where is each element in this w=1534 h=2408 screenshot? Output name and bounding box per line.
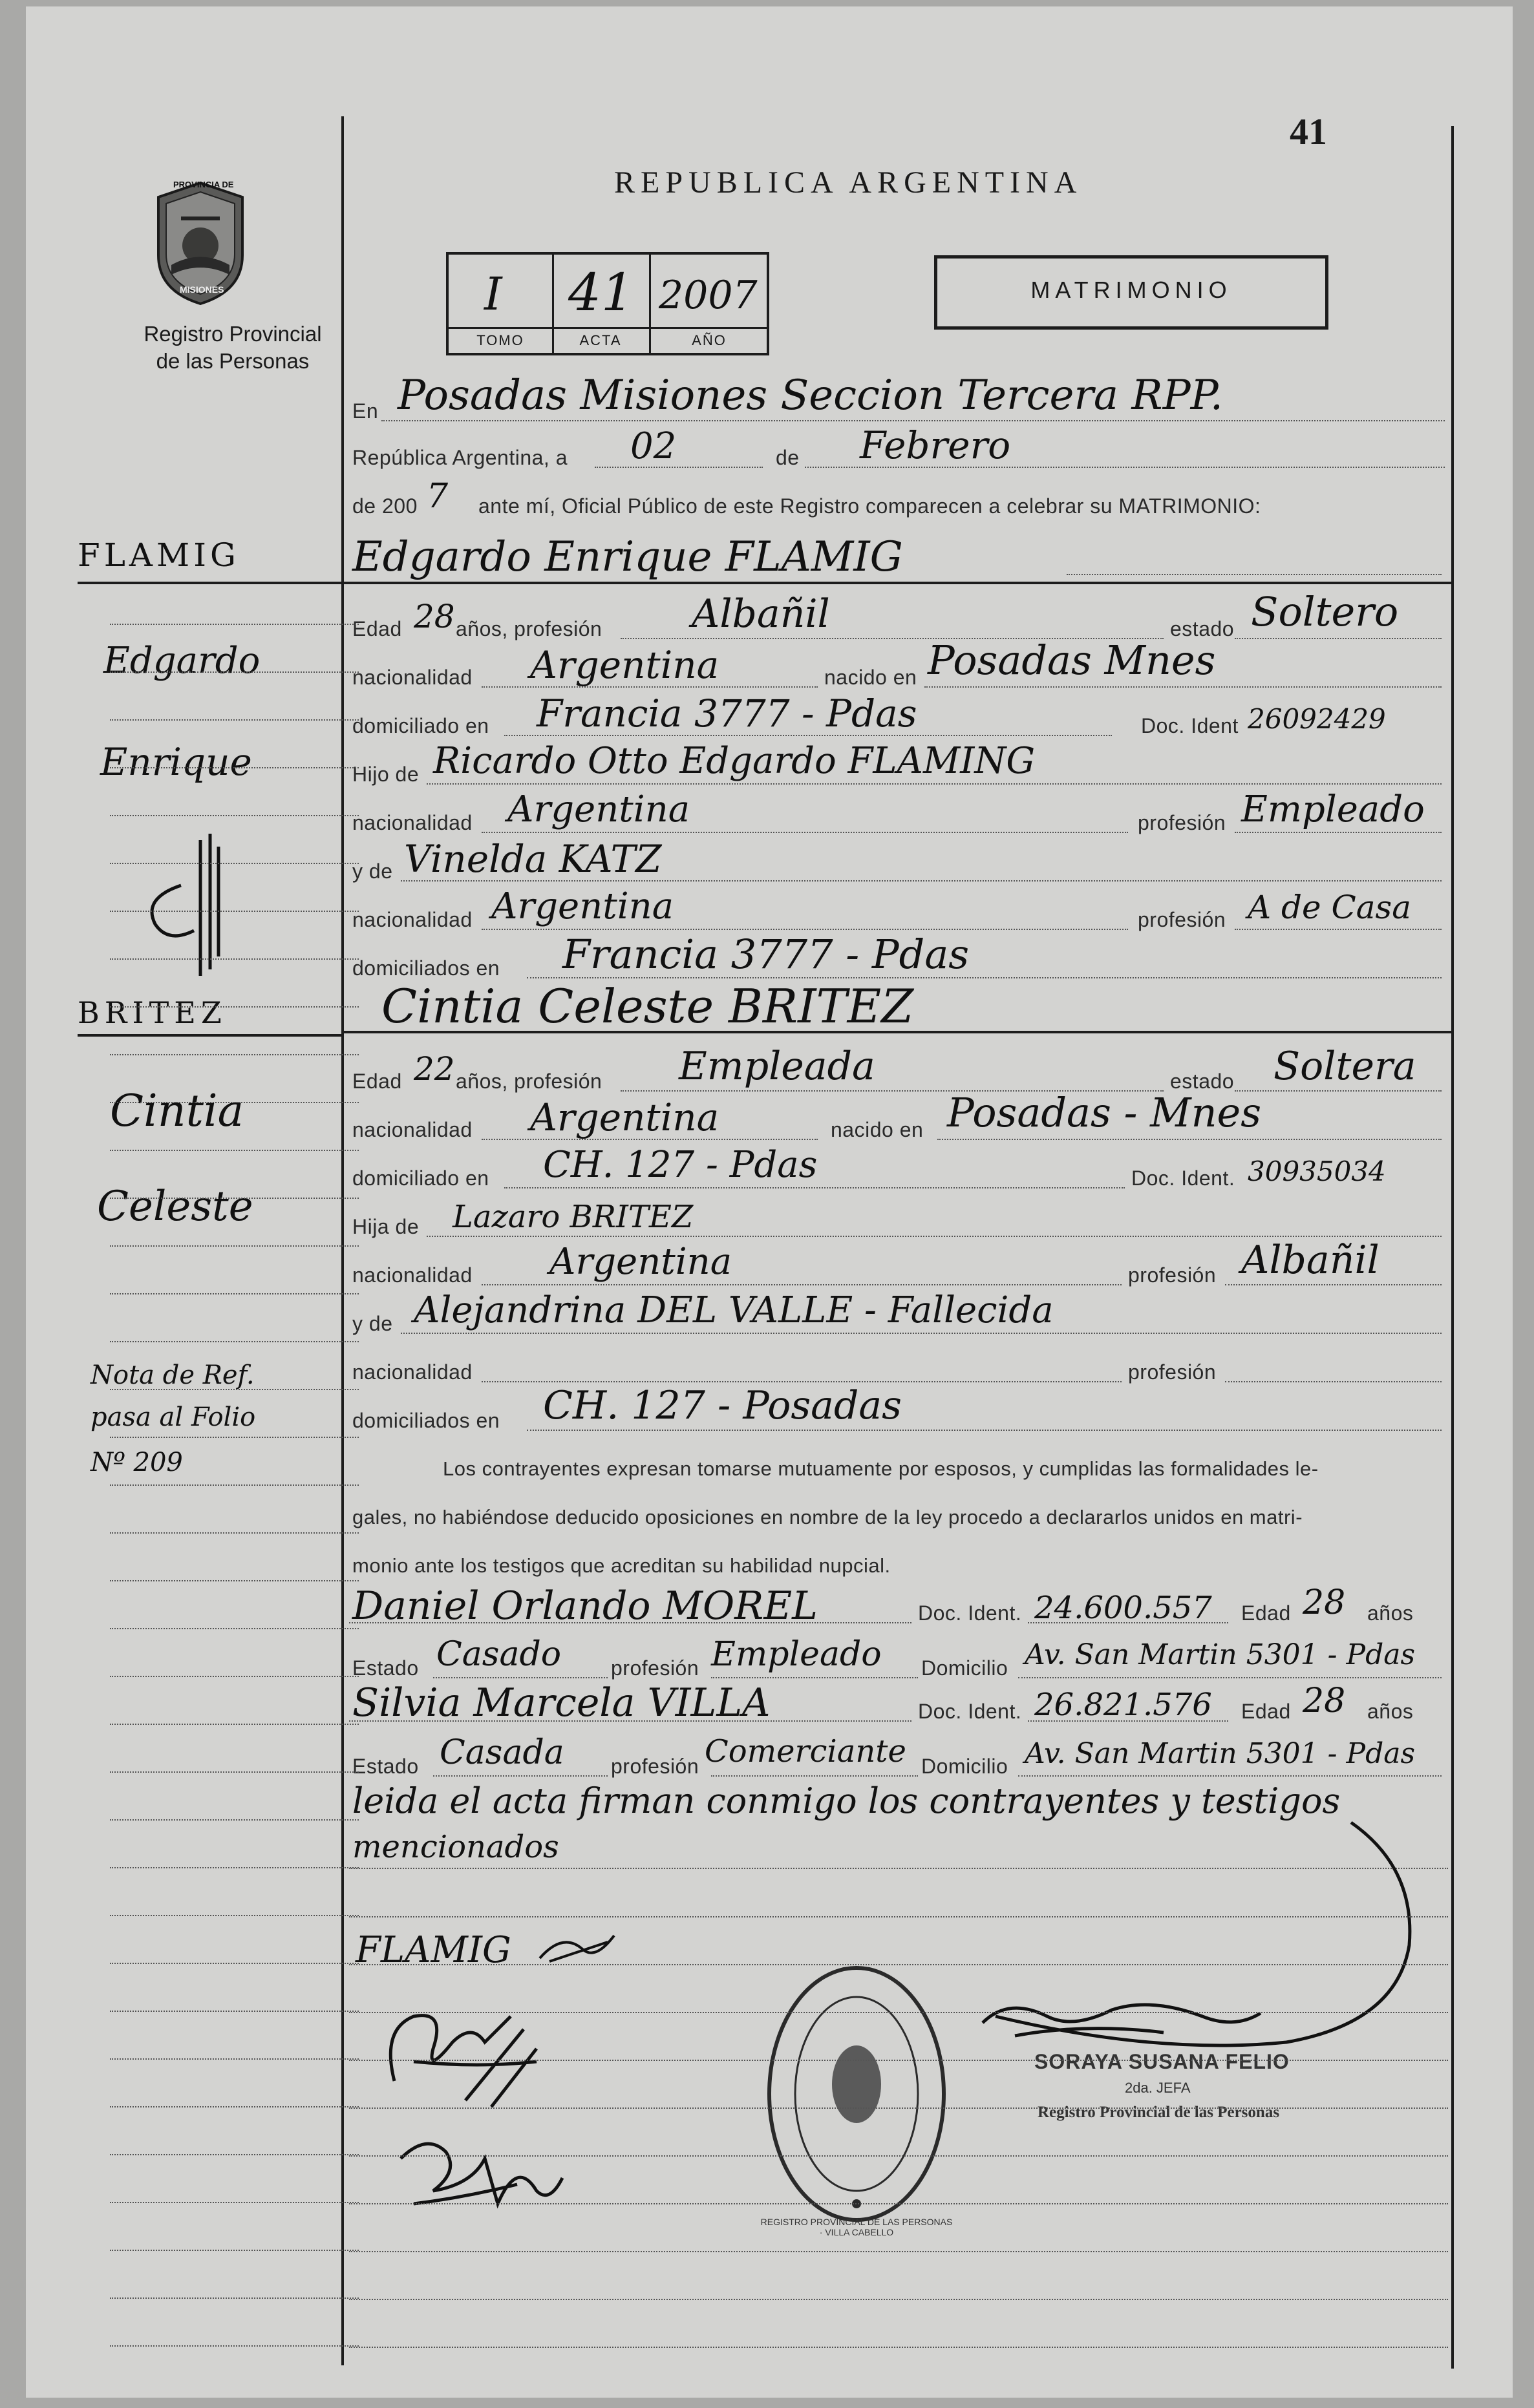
witness2-domicilio: Av. San Martin 5301 - Pdas: [1025, 1737, 1416, 1770]
margin-rule-line: [110, 1293, 359, 1294]
margin-groom-name2: Enrique: [100, 740, 252, 784]
legal-line-1: Los contrayentes expresan tomarse mutuamente por esposos, y cumplidas las formalidades le-: [443, 1457, 1319, 1480]
witness2-profesion: Comerciante: [705, 1733, 906, 1769]
de-label: de: [776, 446, 800, 469]
witness1-doc-label: Doc. Ident.: [918, 1601, 1022, 1625]
tomo-label: TOMO: [476, 332, 524, 348]
bride-madre: Alejandrina DEL VALLE - Fallecida: [414, 1289, 1054, 1331]
groom-madre-prof: A de Casa: [1248, 889, 1412, 926]
margin-rule-line: [110, 1150, 359, 1151]
margin-rule-line: [110, 1198, 359, 1199]
margin-groom-signature: [129, 827, 259, 976]
margin-rule-line: [110, 1245, 359, 1247]
witness2-profesion-label: profesión: [611, 1755, 699, 1778]
bride-hija-label: Hija de: [352, 1215, 420, 1238]
witness1-anos-label: años: [1367, 1601, 1414, 1625]
bride-domicilio: CH. 127 - Pdas: [543, 1144, 818, 1186]
groom-madre-nac: Argentina: [491, 885, 674, 927]
closing-line-1: leida el acta firman conmigo los contrayentes y testigos: [352, 1780, 1341, 1821]
official-name: SORAYA SUSANA FELIO: [1034, 2050, 1290, 2073]
witness-signature: [388, 2120, 569, 2217]
body-rule-line: [349, 1964, 1448, 1965]
groom-padres-domicilio: Francia 3777 - Pdas: [562, 931, 970, 978]
right-vertical-rule: [1451, 126, 1454, 2369]
margin-bride-surname: BRITEZ: [78, 995, 227, 1030]
margin-rule-line: [110, 1628, 359, 1629]
body-rule-line: [349, 2299, 1448, 2300]
groom-profesion: Albañil: [692, 591, 830, 637]
margin-rule-line: [110, 958, 359, 960]
groom-signature: FLAMIG: [356, 1929, 511, 1971]
stamp-ring-icon: [760, 1958, 953, 2230]
witness1-edad: 28: [1303, 1583, 1346, 1622]
witness2-estado: Casada: [440, 1733, 564, 1772]
bride-profesion: Empleada: [679, 1044, 875, 1089]
groom-edad: 28: [414, 598, 455, 635]
official-office: Registro Provincial de las Personas: [1038, 2104, 1280, 2121]
groom-nacido: Posadas Mnes: [928, 637, 1216, 684]
witness2-doc-label: Doc. Ident.: [918, 1700, 1022, 1723]
margin-rule-line: [110, 719, 359, 721]
margin-rule-line: [110, 2011, 359, 2012]
bride-edad: 22: [414, 1050, 455, 1088]
margin-rule-line: [110, 1580, 359, 1581]
anio-value: 2007: [659, 273, 758, 318]
bride-estado-label: estado: [1170, 1070, 1235, 1093]
margin-note-2: pasa al Folio: [91, 1402, 256, 1432]
tomo-value: I: [484, 268, 502, 321]
margin-rule-line: [110, 671, 359, 673]
ante-text: ante mí, Oficial Público de este Registro comparecen a celebrar su MATRIMONIO:: [478, 494, 1261, 518]
margin-rule-line: [110, 2058, 359, 2060]
margin-rule-line: [110, 2297, 359, 2299]
margin-note-3: Nº 209: [91, 1448, 183, 1477]
margin-rule-line: [110, 624, 359, 625]
margin-rule-line: [110, 863, 359, 864]
witness1-profesion: Empleado: [711, 1635, 882, 1674]
act-type-label: MATRIMONIO: [1030, 277, 1232, 303]
margin-rule-line: [110, 1915, 359, 1916]
groom-padre-nac: Argentina: [507, 788, 690, 830]
witness2-doc: 26.821.576: [1034, 1687, 1212, 1723]
groom-padre-prof: Empleado: [1241, 788, 1425, 830]
bride-nac-label: nacionalidad: [352, 1118, 473, 1141]
center-vertical-rule: [341, 116, 344, 2365]
matrimonio-box: [934, 255, 1328, 330]
witness2-domicilio-label: Domicilio: [921, 1755, 1008, 1778]
legal-line-2: gales, no habiéndose deducido oposiciones en nombre de la ley procedo a declararlos unidos en matri-: [352, 1506, 1303, 1528]
margin-rule-line: [110, 1819, 359, 1821]
margin-rule-line: [110, 1054, 359, 1055]
en-label: En: [352, 399, 379, 423]
groom-madre-prof-label: profesión: [1138, 908, 1226, 931]
bride-nacido-label: nacido en: [831, 1118, 924, 1141]
groom-domiciliados-label: domiciliados en: [352, 956, 500, 980]
body-rule-line: [349, 2251, 1448, 2252]
document-page: [26, 6, 1513, 2398]
witness1-estado: Casado: [436, 1635, 562, 1674]
closing-line-2: mencionados: [352, 1829, 559, 1865]
margin-rule-line: [110, 1724, 359, 1725]
groom-signature-flourish: [537, 1929, 621, 1968]
margin-rule-line: [110, 1437, 359, 1438]
margin-rule-line: [110, 2202, 359, 2203]
registry-stamp: [760, 1958, 953, 2237]
witness1-domicilio-label: Domicilio: [921, 1656, 1008, 1680]
bride-doc: 30935034: [1248, 1156, 1386, 1187]
margin-rule-line: [110, 767, 359, 768]
official-role: 2da. JEFA: [1125, 2080, 1191, 2096]
body-rule-line: [349, 2012, 1448, 2013]
bride-doc-label: Doc. Ident.: [1131, 1167, 1235, 1190]
margin-rule-line: [110, 1867, 359, 1868]
margin-rule-line: [110, 2106, 359, 2107]
bride-nacido: Posadas - Mnes: [947, 1089, 1262, 1136]
tomo-acta-anio-box: [446, 252, 769, 355]
body-rule-line: [349, 1916, 1448, 1917]
witness1-name: Daniel Orlando MOREL: [352, 1583, 818, 1629]
margin-bride-name1: Cintia: [110, 1086, 244, 1137]
seal-bottom-text: MISIONES: [180, 284, 224, 295]
registry-line-1: Registro Provincial: [144, 322, 322, 346]
margin-rule-line: [110, 1963, 359, 1964]
groom-nacionalidad: Argentina: [530, 643, 719, 687]
bride-padre-prof: Albañil: [1241, 1238, 1380, 1283]
bride-nacionalidad: Argentina: [530, 1095, 719, 1139]
page-number: 41: [1290, 111, 1327, 153]
bride-madre-nac-label: nacionalidad: [352, 1360, 473, 1384]
groom-madre-nac-label: nacionalidad: [352, 908, 473, 931]
anio-label: AÑO: [692, 332, 727, 348]
acta-label: ACTA: [579, 332, 622, 348]
margin-rule-line: [110, 2250, 359, 2251]
witness1-domicilio: Av. San Martin 5301 - Pdas: [1025, 1638, 1416, 1671]
groom-nacido-label: nacido en: [824, 666, 917, 689]
witness2-anos-label: años: [1367, 1700, 1414, 1723]
groom-padre: Ricardo Otto Edgardo FLAMING: [433, 740, 1036, 782]
groom-estado-label: estado: [1170, 617, 1235, 640]
year-digit: 7: [427, 477, 449, 516]
bride-padre-nac: Argentina: [549, 1241, 732, 1283]
bride-padre-prof-label: profesión: [1128, 1263, 1217, 1287]
witness1-profesion-label: profesión: [611, 1656, 699, 1680]
margin-rule-line: [110, 1676, 359, 1677]
official-signature: [957, 1978, 1280, 2055]
acta-value: 41: [568, 262, 634, 322]
witness2-estado-label: Estado: [352, 1755, 419, 1778]
bride-edad-label: Edad: [352, 1070, 402, 1093]
margin-rule-line: [110, 1532, 359, 1534]
body-rule-line: [349, 2203, 1448, 2204]
margin-rule-line: [110, 2154, 359, 2155]
groom-edad-label: Edad: [352, 617, 402, 640]
bride-dom-label: domiciliado en: [352, 1167, 489, 1190]
witness1-edad-label: Edad: [1241, 1601, 1291, 1625]
groom-padre-nac-label: nacionalidad: [352, 811, 473, 834]
day-value: 02: [630, 425, 677, 467]
margin-rule-line: [110, 1484, 359, 1486]
republica-label: República Argentina, a: [352, 446, 568, 469]
bride-estado: Soltera: [1273, 1044, 1416, 1089]
margin-rule-line: [110, 815, 359, 816]
witness1-doc: 24.600.557: [1034, 1590, 1212, 1626]
groom-anos-prof-label: años, profesión: [456, 617, 602, 640]
year-prefix: de 200: [352, 494, 418, 518]
groom-padre-prof-label: profesión: [1138, 811, 1226, 834]
groom-nac-label: nacionalidad: [352, 666, 473, 689]
body-rule-line: [349, 2155, 1448, 2157]
groom-yde-label: y de: [352, 860, 393, 883]
body-rule-line: [349, 2107, 1448, 2109]
bride-madre-prof-label: profesión: [1128, 1360, 1217, 1384]
groom-doc: 26092429: [1248, 703, 1386, 735]
body-rule-line: [349, 2060, 1448, 2061]
bride-full-name: Cintia Celeste BRITEZ: [381, 979, 914, 1033]
margin-rule-line: [110, 1102, 359, 1103]
bride-anos-prof-label: años, profesión: [456, 1070, 602, 1093]
body-rule-line: [349, 2347, 1448, 2348]
bride-padre: Lazaro BRITEZ: [453, 1199, 694, 1235]
stamp-ring-text: REGISTRO PROVINCIAL DE LAS PERSONAS · VILLA CABELLO: [760, 2217, 953, 2237]
legal-line-3: monio ante los testigos que acreditan su habilidad nupcial.: [352, 1554, 891, 1577]
margin-bride-name2: Celeste: [97, 1183, 253, 1230]
bride-yde-label: y de: [352, 1312, 393, 1335]
margin-rule-line: [110, 1341, 359, 1342]
margin-groom-surname: FLAMIG: [78, 536, 240, 574]
groom-madre: Vinelda KATZ: [404, 837, 662, 881]
witness2-edad: 28: [1303, 1682, 1346, 1720]
bride-signature: [375, 2003, 569, 2113]
groom-hijo-label: Hijo de: [352, 763, 420, 786]
witness2-name: Silvia Marcela VILLA: [352, 1680, 771, 1726]
groom-domicilio: Francia 3777 - Pdas: [537, 692, 917, 735]
groom-doc-label: Doc. Ident: [1141, 714, 1239, 737]
witness1-estado-label: Estado: [352, 1656, 419, 1680]
registry-line-2: de las Personas: [156, 349, 310, 373]
groom-dom-label: domiciliado en: [352, 714, 489, 737]
margin-groom-name1: Edgardo: [103, 640, 261, 682]
margin-rule-line: [110, 1771, 359, 1773]
witness2-edad-label: Edad: [1241, 1700, 1291, 1723]
groom-estado: Soltero: [1251, 588, 1399, 635]
country-title: REPUBLICA ARGENTINA: [614, 165, 1083, 200]
bride-domiciliados-label: domiciliados en: [352, 1409, 500, 1432]
seal-top-text: PROVINCIA DE: [173, 180, 234, 189]
month-value: Febrero: [860, 423, 1011, 467]
bride-padre-nac-label: nacionalidad: [352, 1263, 473, 1287]
bride-padres-domicilio: CH. 127 - Posadas: [543, 1383, 902, 1428]
margin-rule-line: [110, 1006, 359, 1008]
margin-note-1: Nota de Ref.: [91, 1360, 255, 1390]
groom-full-name: Edgardo Enrique FLAMIG: [352, 533, 903, 581]
margin-rule-line: [110, 911, 359, 912]
margin-rule-line: [110, 1389, 359, 1390]
margin-rule-line: [110, 2345, 359, 2347]
place-value: Posadas Misiones Seccion Tercera RPP.: [398, 372, 1224, 419]
